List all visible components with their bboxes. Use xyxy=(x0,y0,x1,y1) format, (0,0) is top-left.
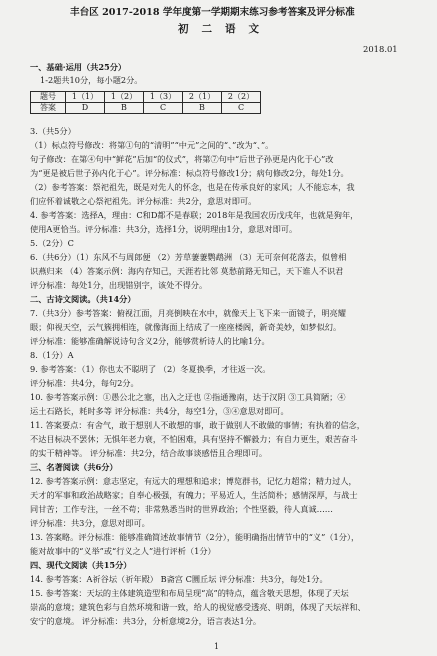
table-cell: B xyxy=(183,103,222,114)
document-title: 丰台区 2017-2018 学年度第一学期期末练习参考答案及评分标准 xyxy=(70,7,355,18)
text-line: 9. 参考答案：（1）你也太不聪明了 （2）冬夏换季，才往返一次。 xyxy=(30,364,271,374)
text-line: 眼；仰视天空，云气簇拥相连，就像海面上结成了一座座楼阁，新奇美妙，如梦似幻。 xyxy=(30,322,342,332)
table-cell: 2（1） xyxy=(183,92,222,103)
table-cell: C xyxy=(222,103,261,114)
table-cell: B xyxy=(105,103,144,114)
table-cell: 答案 xyxy=(31,103,66,114)
text-line: 14. 参考答案：A祈谷坛（祈年殿） B斋宫 C圜丘坛 评分标准：共3分，每处1分。 xyxy=(30,574,328,584)
table-cell: C xyxy=(144,103,183,114)
text-line: 13. 答案略。评分标准：能够准确简述故事情节（2分），能明确指出情节中的“义”（1分）， xyxy=(30,532,360,542)
text-line: 天才的军事和政治战略家；自奉心极强，有魄力；平易近人，生活简朴；感情深厚，与战士 xyxy=(30,490,358,500)
section-heading: 二、古诗文阅读。（共14分） xyxy=(30,294,136,304)
text-line: 评分标准：能够准确解说诗句含义2分，能够赏析诗人的比喻1分。 xyxy=(30,336,270,346)
text-line: 们应怀着诚敬之心祭祀祖先。评分标准：共2分，意思对即可。 xyxy=(30,196,257,206)
text-line: 使用A更恰当。评分标准：共3分，选择1分，说明理由1分，意思对即可。 xyxy=(30,224,298,234)
text-line: 评分标准：共4分，每句2分。 xyxy=(30,378,139,388)
text-line: 6.（共6分）（1）东风不与周郎便 （2）芳草萋萋鹦鹉洲 （3）无可奈何花落去，似曾相 xyxy=(30,252,347,262)
document-date: 2018.01 xyxy=(363,44,398,54)
document-subtitle: 初二语文 xyxy=(178,23,272,35)
table-cell: 1（3） xyxy=(144,92,183,103)
section-heading: 三、名著阅读（共6分） xyxy=(30,462,118,472)
text-line: 1-2题共10分，每小题2分。 xyxy=(40,75,143,85)
text-line: 同甘苦；工作专注，一丝不苟；非常熟悉当时的世界政治；个性坚毅，待人真诚…… xyxy=(30,504,333,514)
answer-table xyxy=(30,91,261,114)
text-line: 识燕归来 （4）答案示例：海内存知己，天涯若比邻 莫愁前路无知己，天下谁人不识君 xyxy=(30,266,344,276)
text-line: 的实干精神等。 评分标准：共2分，结合故事谈感悟且合理即可。 xyxy=(30,448,268,458)
table-row xyxy=(31,92,261,103)
text-line: 10. 参考答案示例：①愚公北之塞，出入之迂也 ②指通豫南，达于汉阴 ③工具简陋；④ xyxy=(30,392,346,402)
text-line: 11. 答案要点：有舍气，敢于想别人不敢想的事，敢于做别人不敢做的事情；有执着的信念， xyxy=(30,420,365,430)
text-line: 运土石路长，耗时多等 评分标准：共4分，每空1分，③④意思对即可。 xyxy=(30,406,289,416)
text-line: （2）参考答案：祭祀祖先，既是对先人的怀念，也是在传承良好的家风；人不能忘本，我 xyxy=(30,182,355,192)
text-line: 5.（2分）C xyxy=(30,238,74,248)
table-cell: 2（2） xyxy=(222,92,261,103)
section-heading: 四、现代文阅读（共15分） xyxy=(30,560,132,570)
text-line: 3.（共5分） xyxy=(30,126,76,136)
table-row xyxy=(31,103,261,114)
text-line: 句子修改：在第④句中“鲜花”后加“的仪式”，将第⑦句中“后世子孙更是内化于心”改 xyxy=(30,154,334,164)
text-line: 评分标准：共3分，意思对即可。 xyxy=(30,518,150,528)
text-line: 8.（1分）A xyxy=(30,350,74,360)
table-cell: 1（2） xyxy=(105,92,144,103)
page-number: 1 xyxy=(214,642,220,651)
text-line: 为“更是被后世子孙内化于心”。评分标准：标点符号修改1分；病句修改2分，每处1分。 xyxy=(30,168,349,178)
text-line: 评分标准：每处1分，出现错别字，该处不得分。 xyxy=(30,280,208,290)
section-heading: 一、基础·运用（共25分） xyxy=(30,62,127,72)
text-line: （1）标点符号修改：将第①句的“清明”“中元”之间的“、”改为“、”。 xyxy=(30,140,274,150)
table-cell: 题号 xyxy=(31,92,66,103)
text-line: 不达目标决不罢休；无惧年老力衰，不怕困难，具有坚持不懈毅力；有自力更生，艰苦奋斗 xyxy=(30,434,358,444)
text-line: 能对故事中的“义举”或“行义之人”进行评析（1分） xyxy=(30,546,216,556)
text-line: 7.（共3分）参考答案：俯视江面，月亮倒映在水中，就像天上飞下来一面镜子，明亮耀 xyxy=(30,308,346,318)
table-cell: D xyxy=(66,103,105,114)
text-line: 安宁的意境。 评分标准：共3分，分析意境2分，语言表达1分。 xyxy=(30,616,262,626)
text-line: 12. 参考答案示例：意志坚定，有远大的理想和追求；博览群书，记忆力超常；精力过人， xyxy=(30,476,357,486)
table-cell: 1（1） xyxy=(66,92,105,103)
text-line: 15. 参考答案：天坛的主体建筑造型和布局呈现“高”的特点，蕴含敬天思想，体现了天坛 xyxy=(30,588,349,598)
text-line: 崇高的意境；建筑色彩与自然环境和谐一致，给人的视觉感受透亮、明朗，体现了天坛祥和、 xyxy=(30,602,366,612)
text-line: 4. 参考答案：选择A，理由：C和D都不是春联；2018年是我国农历戊戌年，也就是狗年， xyxy=(30,210,359,220)
